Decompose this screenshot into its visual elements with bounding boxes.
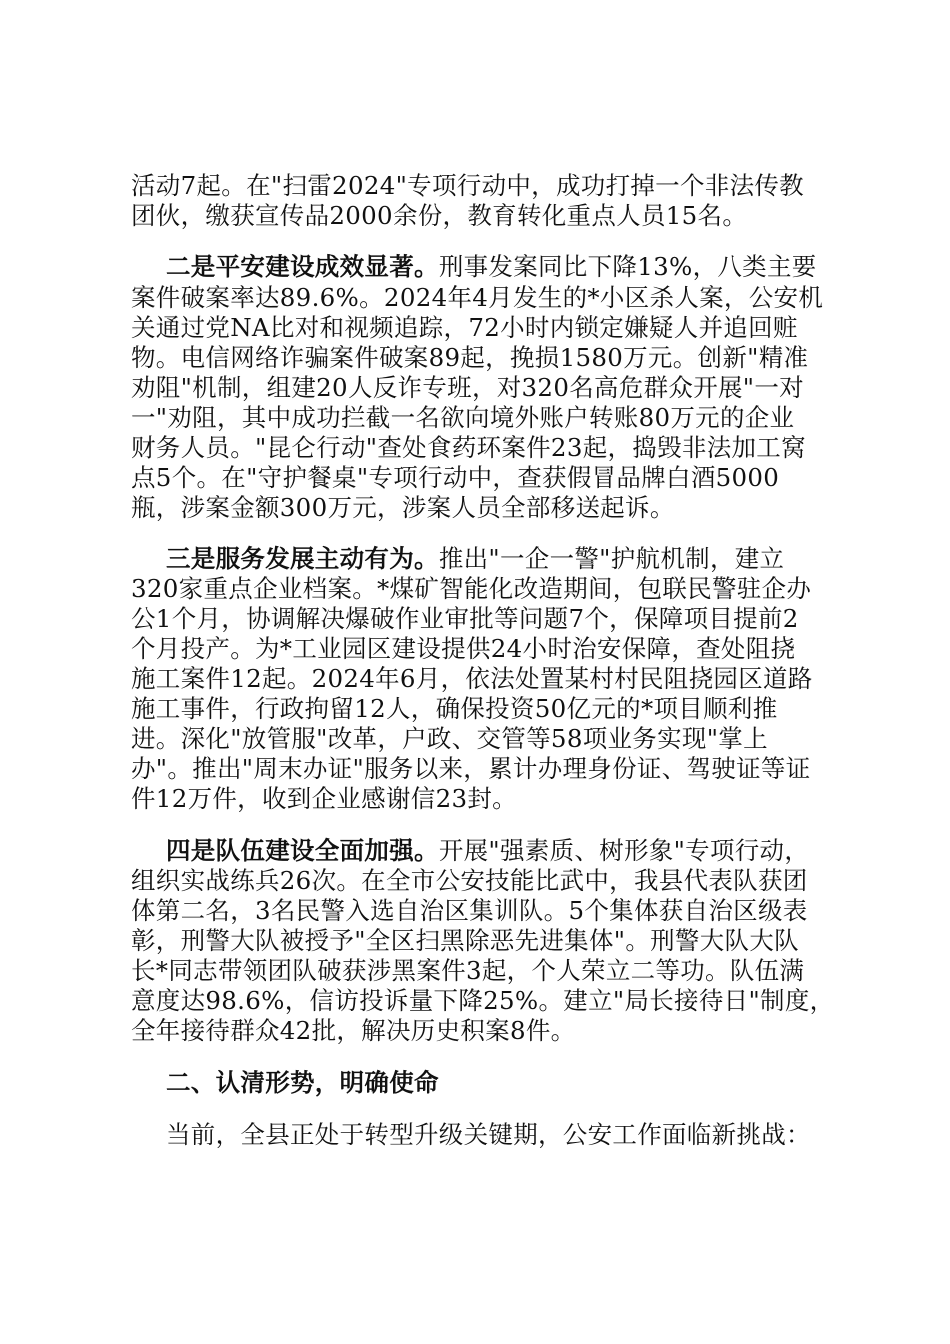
paragraph-heading: 四是队伍建设全面加强。: [166, 836, 439, 865]
text-line: 点5个。在"守护餐桌"专项行动中，查获假冒品牌白酒5000: [131, 463, 780, 492]
text-line: 财务人员。"昆仑行动"查处食药环案件23起，捣毁非法加工窝: [131, 433, 806, 462]
section-heading-text: 二、认清形势，明确使命: [166, 1068, 439, 1097]
text-line: 瓶，涉案金额300万元，涉案人员全部移送起诉。: [131, 493, 675, 522]
text-line: 办"。推出"周末办证"服务以来，累计办理身份证、驾驶证等证: [131, 754, 811, 783]
text-line: 物。电信网络诈骗案件破案89起，挽损1580万元。创新"精准: [131, 343, 809, 372]
paragraph-heading: 三是服务发展主动有为。: [166, 544, 439, 573]
text-line: 施工事件，行政拘留12人，确保投资50亿元的*项目顺利推: [131, 694, 778, 723]
text-segment: 推出"一企一警"护航机制，建立: [438, 544, 785, 573]
text-line: [166, 252, 817, 282]
text-segment: 刑事发案同比下降13%，八类主要: [438, 252, 817, 281]
paragraph-heading: 二是平安建设成效显著。: [166, 252, 439, 281]
text-segment: 开展"强素质、树形象"专项行动，: [438, 836, 810, 865]
text-line: 彰，刑警大队被授予"全区扫黑除恶先进集体"。刑警大队大队: [131, 926, 799, 955]
text-line: 320家重点企业档案。*煤矿智能化改造期间，包联民警驻企办: [131, 574, 812, 603]
text-line: 个月投产。为*工业园区建设提供24小时治安保障，查处阻挠: [131, 634, 796, 663]
text-line: 关通过党NA比对和视频追踪，72小时内锁定嫌疑人并追回赃: [131, 313, 798, 342]
text-line: [166, 836, 809, 866]
text-line: 团伙，缴获宣传品2000余份，教育转化重点人员15名。: [131, 201, 748, 230]
text-line: 当前，全县正处于转型升级关键期，公安工作面临新挑战：: [166, 1120, 811, 1149]
text-line: 施工案件12起。2024年6月，依法处置某村村民阻挠园区道路: [131, 664, 813, 693]
text-line: 件12万件，收到企业感谢信23封。: [131, 784, 517, 813]
text-line: 公1个月，协调解决爆破作业审批等问题7个，保障项目提前2: [131, 604, 799, 633]
text-line: 体第二名，3名民警入选自治区集训队。5个集体获自治区级表: [131, 896, 808, 925]
text-line: 长*同志带领团队破获涉黑案件3起，个人荣立二等功。队伍满: [131, 956, 805, 985]
text-line: 全年接待群众42批，解决历史积案8件。: [131, 1016, 576, 1045]
text-line: 活动7起。在"扫雷2024"专项行动中，成功打掉一个非法传教: [131, 171, 804, 200]
text-line: 案件破案率达89.6%。2024年4月发生的*小区杀人案，公安机: [131, 283, 824, 312]
text-line: 一"劝阻，其中成功拦截一名欲向境外账户转账80万元的企业: [131, 403, 795, 432]
text-line: [166, 544, 784, 574]
text-line: 进。深化"放管服"改革，户政、交管等58项业务实现"掌上: [131, 724, 768, 753]
text-line: 劝阻"机制，组建20人反诈专班，对320名高危群众开展"一对: [131, 373, 804, 402]
text-line: 意度达98.6%，信访投诉量下降25%。建立"局长接待日"制度，: [131, 986, 835, 1015]
text-line: 组织实战练兵26次。在全市公安技能比武中，我县代表队获团: [131, 866, 808, 895]
